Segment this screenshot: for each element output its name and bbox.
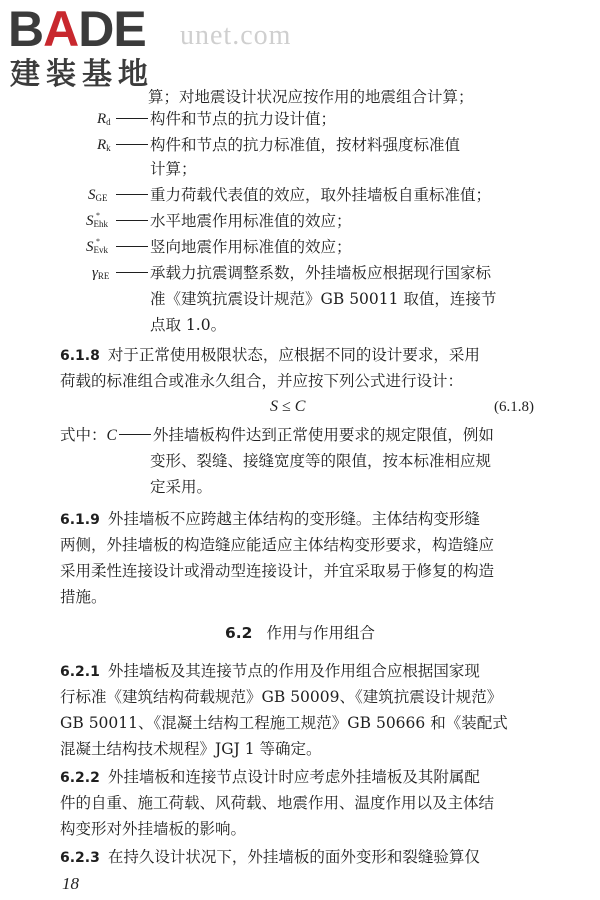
clause-6-2-1-cont1: 行标准《建筑结构荷载规范》GB 50009、《建筑抗震设计规范》 xyxy=(60,688,503,706)
page-number: 18 xyxy=(62,874,79,893)
definition-sge: 重力荷载代表值的效应，取外挂墙板自重标准值； xyxy=(114,184,491,206)
bade-logo xyxy=(8,1,178,96)
clause-6-2-2: 6.2.2 外挂墙板和连接节点设计时应考虑外挂墙板及其附属配 xyxy=(60,768,480,786)
definition-sevk: 竖向地震作用标准值的效应； xyxy=(114,236,352,258)
formula-number: (6.1.8) xyxy=(494,399,534,415)
symbol-sevk: $S_{Evk}^*$ xyxy=(86,237,108,255)
symbol-sehk: $S_{Ehk}^*$ xyxy=(86,211,108,229)
clause-6-2-1-cont3: 混凝土结构技术规程》JGJ 1 等确定。 xyxy=(60,740,322,758)
watermark-text: unet.com xyxy=(180,20,292,51)
clause-6-2-1: 6.2.1 外挂墙板及其连接节点的作用及作用组合应根据国家现 xyxy=(60,662,480,680)
clause-6-1-9-cont1: 两侧，外挂墙板的构造缝应能适应主体结构变形要求，构造缝应 xyxy=(60,536,495,554)
clause-6-2-2-cont1: 件的自重、施工荷载、风荷载、地震作用、温度作用以及主体结 xyxy=(60,794,495,812)
where-clause: 式中：C 外挂墙板构件达到正常使用要求的规定限值，例如 xyxy=(60,426,494,444)
where-clause-cont2: 定采用。 xyxy=(150,478,213,496)
clause-6-1-9-cont3: 措施。 xyxy=(60,588,107,606)
clause-6-2-3: 6.2.3 在持久设计状况下，外挂墙板的面外变形和裂缝验算仅 xyxy=(60,848,480,866)
symbol-gamma-re: $\gamma_{RE}$ xyxy=(92,265,110,281)
symbol-rd: $R_d$ xyxy=(97,111,111,127)
definition-sehk: 水平地震作用标准值的效应； xyxy=(114,210,352,232)
definition-gamma-re-cont1: 准《建筑抗震设计规范》GB 50011 取值，连接节 xyxy=(150,290,497,308)
section-heading: 6.2 作用与作用组合 xyxy=(225,624,375,642)
definition-continuation: 算；对地震设计状况应按作用的地震组合计算； xyxy=(148,88,474,106)
symbol-rk: $R_k$ xyxy=(97,137,111,153)
clause-6-2-1-cont2: GB 50011、《混凝土结构工程施工规范》GB 50666 和《装配式 xyxy=(60,714,508,732)
clause-6-1-9: 6.1.9 外挂墙板不应跨越主体结构的变形缝。主体结构变形缝 xyxy=(60,510,480,528)
clause-6-1-8: 6.1.8 对于正常使用极限状态，应根据不同的设计要求，采用 xyxy=(60,346,480,364)
definition-gamma-re-cont2: 点取 1.0。 xyxy=(150,316,227,334)
formula-expression: S ≤ C xyxy=(270,398,306,415)
definition-rk: 构件和节点的抗力标准值，按材料强度标准值 xyxy=(114,134,460,156)
definition-gamma-re: 承载力抗震调整系数，外挂墙板应根据现行国家标 xyxy=(114,262,491,284)
definition-rk-cont: 计算； xyxy=(150,160,197,178)
where-clause-cont1: 变形、裂缝、接缝宽度等的限值，按本标准相应规 xyxy=(150,452,492,470)
symbol-sge: $S_{GE}$ xyxy=(88,187,108,203)
logo-brand-cn: 建装基地 xyxy=(10,57,154,92)
definition-rd: 构件和节点的抗力设计值； xyxy=(114,108,336,130)
clause-6-1-8-cont: 荷载的标准组合或准永久组合，并应按下列公式进行设计： xyxy=(60,372,464,390)
clause-6-1-9-cont2: 采用柔性连接设计或滑动型连接设计，并宜采取易于修复的构造 xyxy=(60,562,495,580)
clause-6-2-2-cont2: 构变形对外挂墙板的影响。 xyxy=(60,820,247,838)
logo-brand: BADE xyxy=(8,1,146,57)
